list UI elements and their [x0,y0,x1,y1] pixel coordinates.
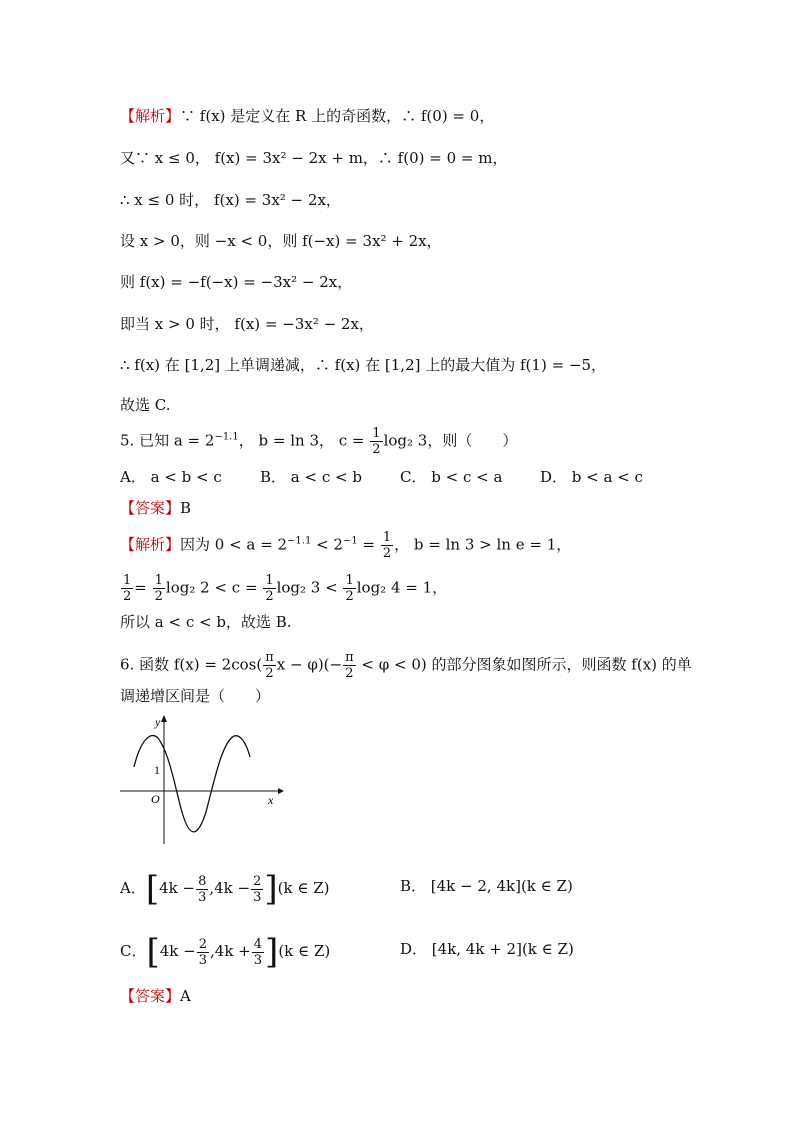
analysis-line-3: ∴ x ≤ 0 时， f(x) = 3x² − 2x， [120,191,341,209]
analysis-tag: 【解析】 [120,535,181,554]
bracket-close: ] [264,869,278,909]
q6-option-b: B． [4k − 2, 4k](k ∈ Z) [400,877,573,895]
analysis-line-1 [120,106,694,126]
analysis-tag: 【解析】 [120,107,181,125]
q5-stem [120,426,694,457]
analysis-text: ∵ f(x) 是定义在 R 上的奇函数，∴ f(0) = 0， [180,107,495,125]
curve [134,736,250,832]
q5-analysis-part: = [134,578,147,597]
bracket-open: [ [146,932,160,972]
y-axis-arrow [161,715,167,722]
q5-stem-part: 5. 已知 a = 2 [120,431,215,450]
answer-tag: 【答案】 [120,987,181,1005]
q5-option-d: D． b < a < c [540,468,643,486]
q5-stem-part: log₂ 3，则（ ） [383,431,518,450]
q5-analysis-part: ， b = ln 3 > ln e = 1， [394,535,572,554]
y-label: y [155,715,161,729]
fraction [251,874,263,905]
denominator: 2 [345,666,354,681]
q6-option-a [120,869,330,909]
q5-fraction [370,426,382,457]
q6-stem-line-2: 调递增区间是（ ） [120,687,271,705]
numerator: 1 [265,573,274,588]
numerator: π [265,650,274,665]
analysis-line-2: 又∵ x ≤ 0， f(x) = 3x² − 2x + m，∴ f(0) = 0 = m， [120,149,508,167]
q5-analysis-part: log₂ 2 < c = [165,578,258,597]
denominator: 2 [382,546,392,561]
analysis-line-7: ∴ f(x) 在 [1,2] 上单调递减，∴ f(x) 在 [1,2] 上的最大值为 f(1) = −5， [120,356,607,374]
fraction [263,650,276,681]
q5-answer-line [120,498,694,518]
q6-answer: A [180,987,191,1005]
q5-analysis-part: log₂ 3 < [276,578,338,597]
denominator: 2 [123,589,132,604]
numerator: 1 [382,530,392,545]
option-label: C． [120,942,147,960]
q5-analysis-part: = [357,535,376,554]
denominator: 2 [154,589,163,604]
q5-analysis-line-2 [120,573,694,604]
cosine-graph [118,712,288,847]
numerator: 4 [253,936,263,952]
fraction [343,573,355,604]
numerator: 1 [372,426,381,441]
q6-stem-part: x − φ)(− [276,655,343,674]
numerator: π [345,650,354,665]
bracket-close: ] [265,932,279,972]
fraction [381,530,393,561]
fraction [343,650,356,681]
denominator: 3 [198,952,208,968]
q6-answer-line [120,986,694,1006]
fraction [197,937,209,968]
analysis-line-8: 故选 C. [120,396,171,414]
q6-option-d: D． [4k, 4k + 2](k ∈ Z) [400,940,574,958]
x-label: x [268,793,274,807]
q6-stem-part: 6. 函数 f(x) = 2cos( [120,655,263,674]
fraction [263,573,275,604]
q6-stem-part: < φ < 0) 的部分图象如图所示，则函数 f(x) 的单 [356,655,692,674]
numerator: 1 [345,573,354,588]
denominator: 2 [372,442,381,457]
tick-1-label: 1 [154,763,160,777]
option-part: ,4k − [209,879,251,897]
denominator: 3 [198,889,207,905]
q5-option-b: B． a < c < b [260,468,362,486]
q5-option-a: A． a < b < c [120,468,222,486]
numerator: 2 [253,873,262,889]
numerator: 2 [198,936,208,952]
option-part: ,4k + [210,942,251,960]
fraction [196,874,208,905]
option-part: (k ∈ Z) [278,942,331,960]
exponent: −1 [342,535,358,547]
denominator: 2 [265,666,274,681]
exponent: −1.1 [287,535,312,547]
fraction [153,573,165,604]
option-part: 4k − [159,942,196,960]
denominator: 2 [265,589,274,604]
q5-analysis-part: < 2 [311,535,343,554]
option-label: A． [120,879,146,897]
q5-option-c: C． b < c < a [400,468,503,486]
numerator: 1 [123,573,132,588]
denominator: 3 [253,889,262,905]
denominator: 2 [345,589,354,604]
q5-analysis-part: 因为 0 < a = 2 [180,535,288,554]
origin-label: O [151,792,160,806]
q6-option-c [120,932,331,972]
analysis-line-5: 则 f(x) = −f(−x) = −3x² − 2x， [120,273,353,291]
x-axis-arrow [278,788,284,794]
q5-exponent: −1.1 [214,431,239,443]
denominator: 3 [253,952,263,968]
numerator: 8 [198,873,207,889]
analysis-line-4: 设 x > 0，则 −x < 0，则 f(−x) = 3x² + 2x， [120,232,442,250]
fraction [252,937,264,968]
numerator: 1 [154,573,163,588]
q5-analysis-line-3: 所以 a < c < b，故选 B. [120,613,292,631]
fraction [121,573,133,604]
q6-stem-line-1 [120,650,694,681]
q5-analysis-part: log₂ 4 = 1， [356,578,448,597]
option-part: (k ∈ Z) [277,879,330,897]
analysis-line-6: 即当 x > 0 时， f(x) = −3x² − 2x， [120,315,374,333]
q5-answer: B [180,499,192,517]
q5-stem-part: ， b = ln 3， c = [238,431,365,450]
bracket-open: [ [145,869,160,909]
q5-analysis-line-1 [120,530,694,561]
option-part: 4k − [159,879,196,897]
answer-tag: 【答案】 [120,499,181,517]
